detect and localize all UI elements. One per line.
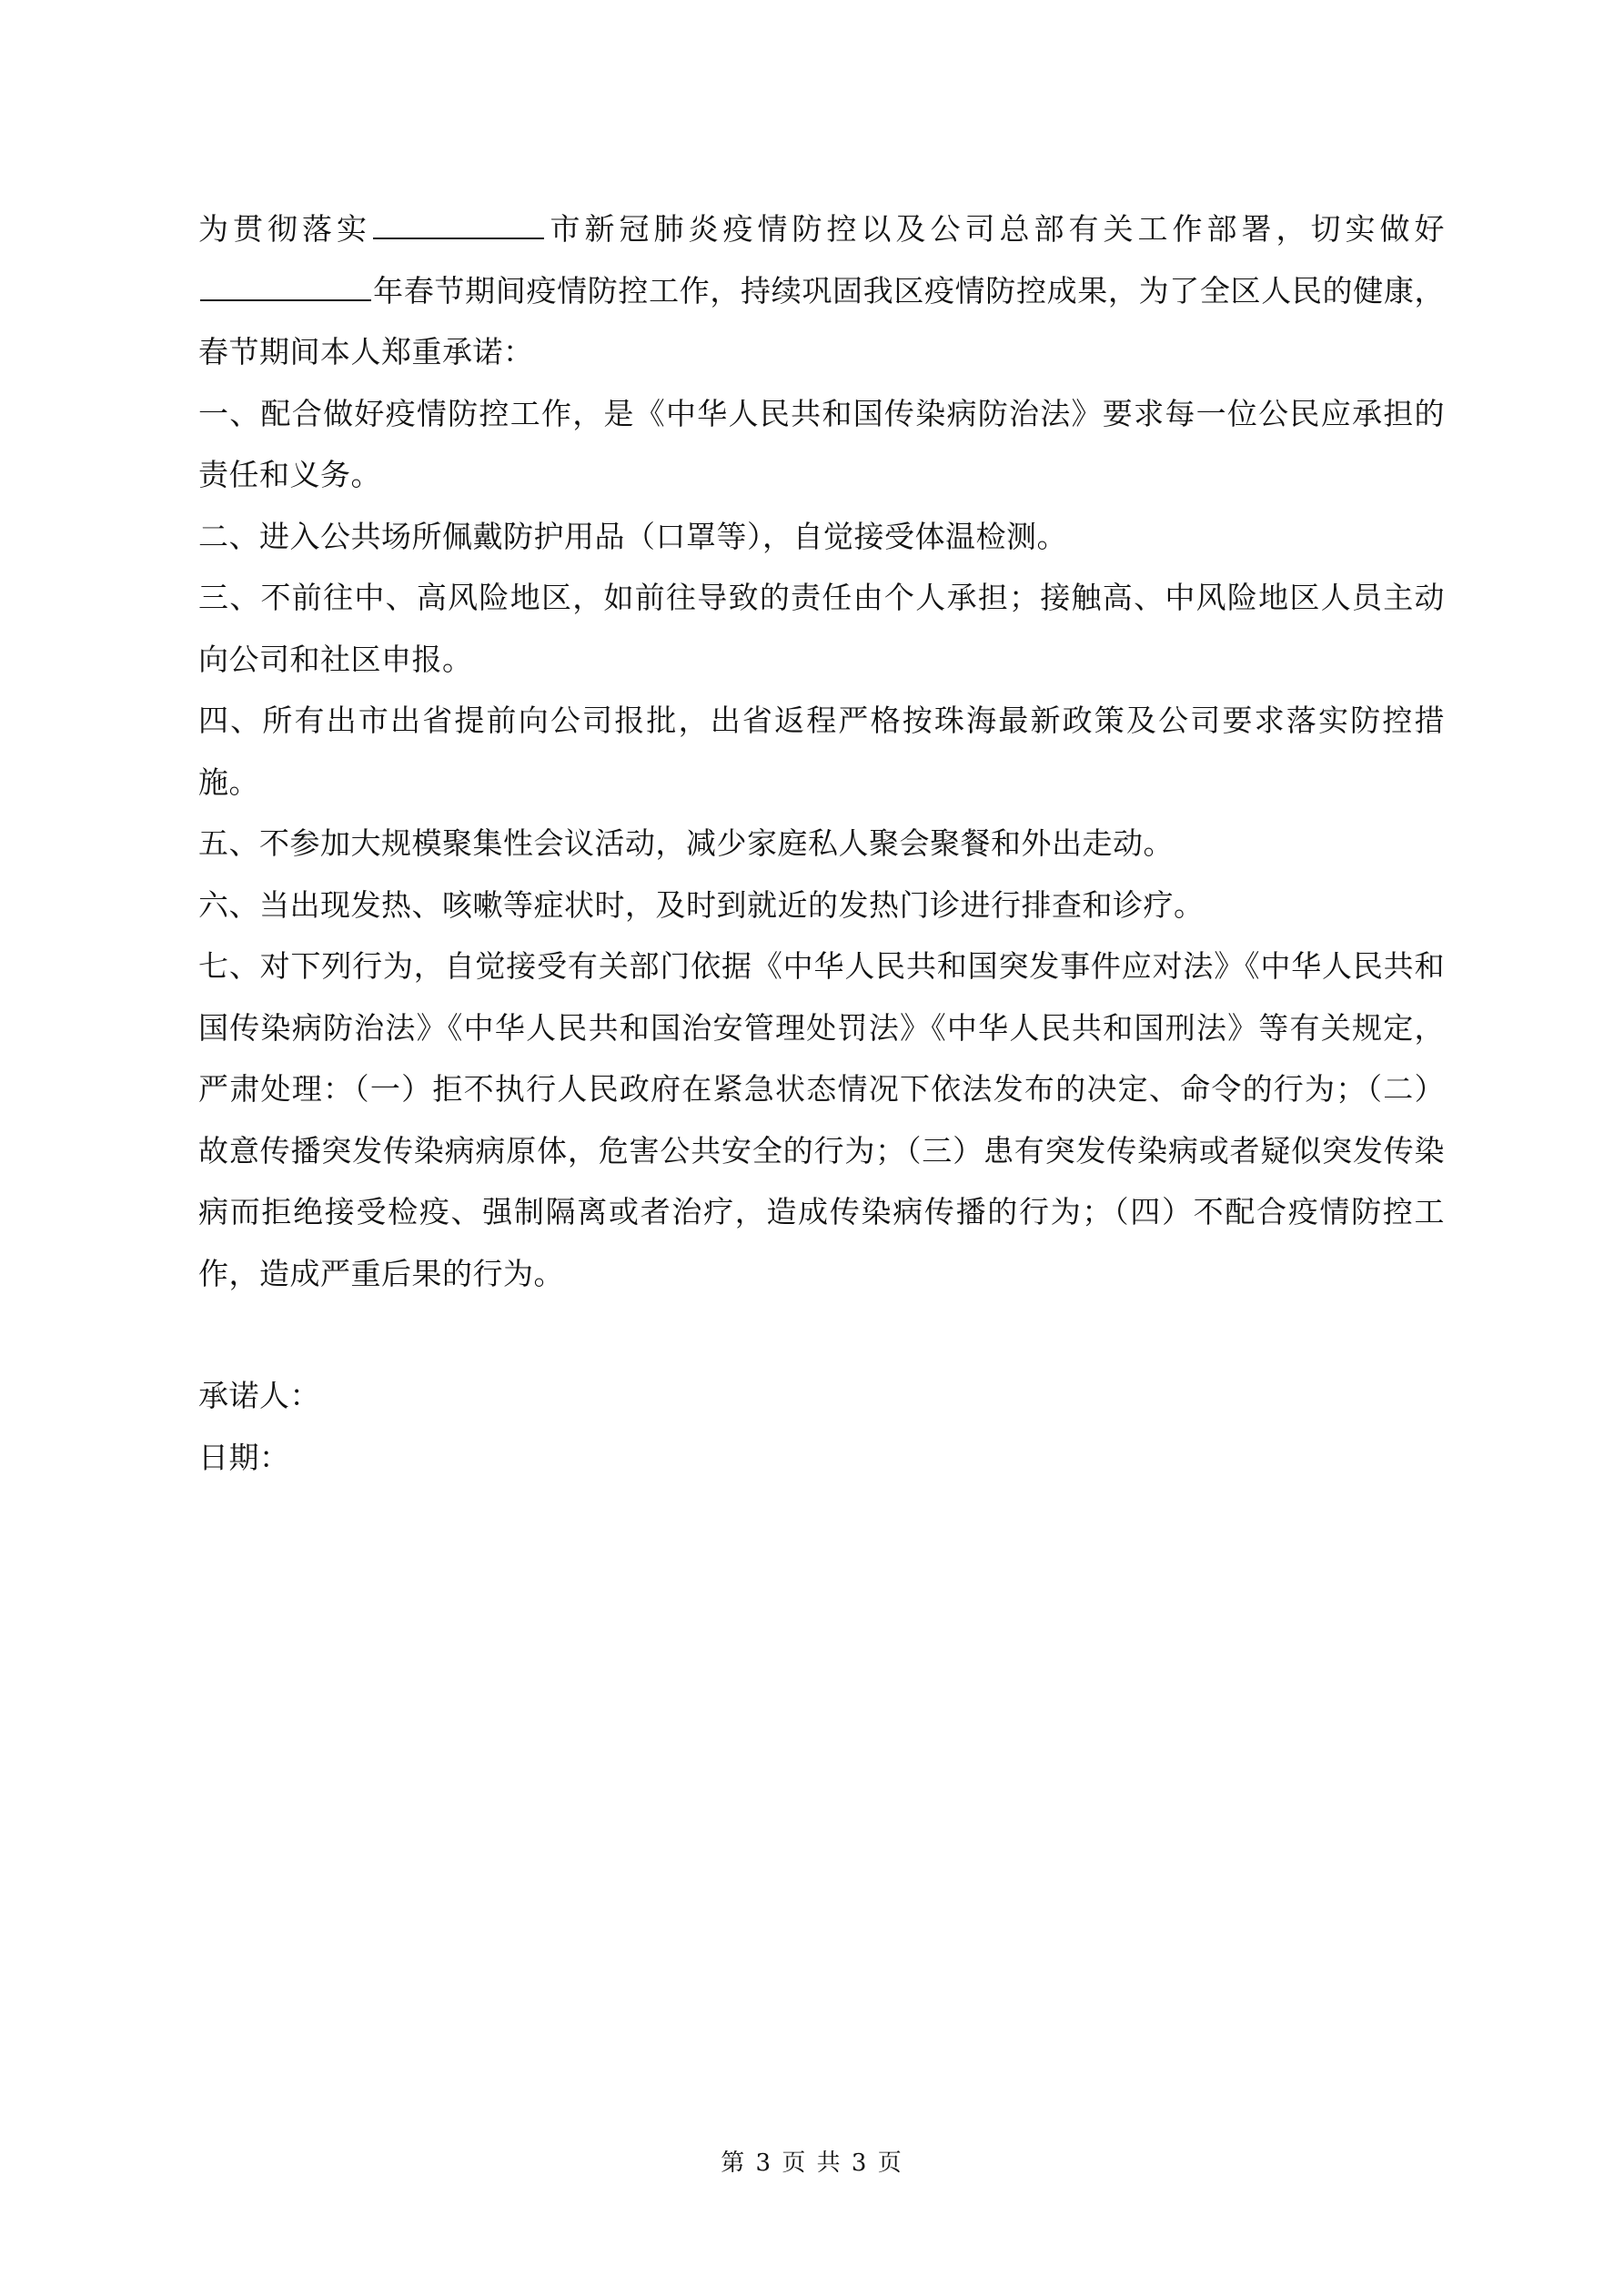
year-blank-line — [200, 272, 371, 301]
intro-text-end: 年春节期间疫情防控工作，持续巩固我区疫情防控成果，为了全区人民的健康，春节期间本人郑重承诺： — [198, 272, 1445, 369]
intro-paragraph — [198, 198, 1445, 383]
pledge-item-6: 六、当出现发热、咳嗽等症状时，及时到就近的发热门诊进行排查和诊疗。 — [198, 886, 1205, 923]
pledge-item-2: 二、进入公共场所佩戴防护用品（口罩等），自觉接受体温检测。 — [198, 518, 1067, 554]
intro-text-start: 为贯彻落实 — [198, 211, 371, 247]
page-number-footer: 第 3 页 共 3 页 — [721, 2149, 903, 2177]
pledge-item-7: 七、对下列行为，自觉接受有关部门依据《中华人民共和国突发事件应对法》《中华人民共和国传染病防治法》《中华人民共和国治安管理处罚法》《中华人民共和国刑法》等有关规定，严肃处理：（一）拒不执行人民政府在紧急状态情况下依法发布的决定、命令的行为；（二）故意传播突发传染病病原体，危害公共安全的行为；（三）患有突发传染病或者疑似突发传染病而拒绝接受检疫、强制隔离或者治疗，造成传染病传播的行为；（四）不配合疫情防控工作，造成严重后果的行为。 — [198, 948, 1445, 1291]
document-body — [198, 198, 1445, 1488]
pledge-item-4: 四、所有出市出省提前向公司报批，出省返程严格按珠海最新政策及公司要求落实防控措施。 — [198, 703, 1445, 800]
spacer — [198, 1304, 1445, 1365]
intro-text-middle: 市新冠肺炎疫情防控以及公司总部有关工作部署，切实做好 — [546, 211, 1445, 247]
pledge-item-1: 一、配合做好疫情防控工作，是《中华人民共和国传染病防治法》要求每一位公民应承担的责任和义务。 — [198, 395, 1445, 492]
pledge-item-5: 五、不参加大规模聚集性会议活动，减少家庭私人聚会聚餐和外出走动。 — [198, 825, 1174, 861]
pledge-item-3: 三、不前往中、高风险地区，如前往导致的责任由个人承担；接触高、中风险地区人员主动向公司和社区申报。 — [198, 580, 1445, 677]
date-label: 日期： — [198, 1439, 290, 1475]
city-blank-line — [373, 210, 544, 239]
signatory-label: 承诺人： — [198, 1378, 320, 1413]
